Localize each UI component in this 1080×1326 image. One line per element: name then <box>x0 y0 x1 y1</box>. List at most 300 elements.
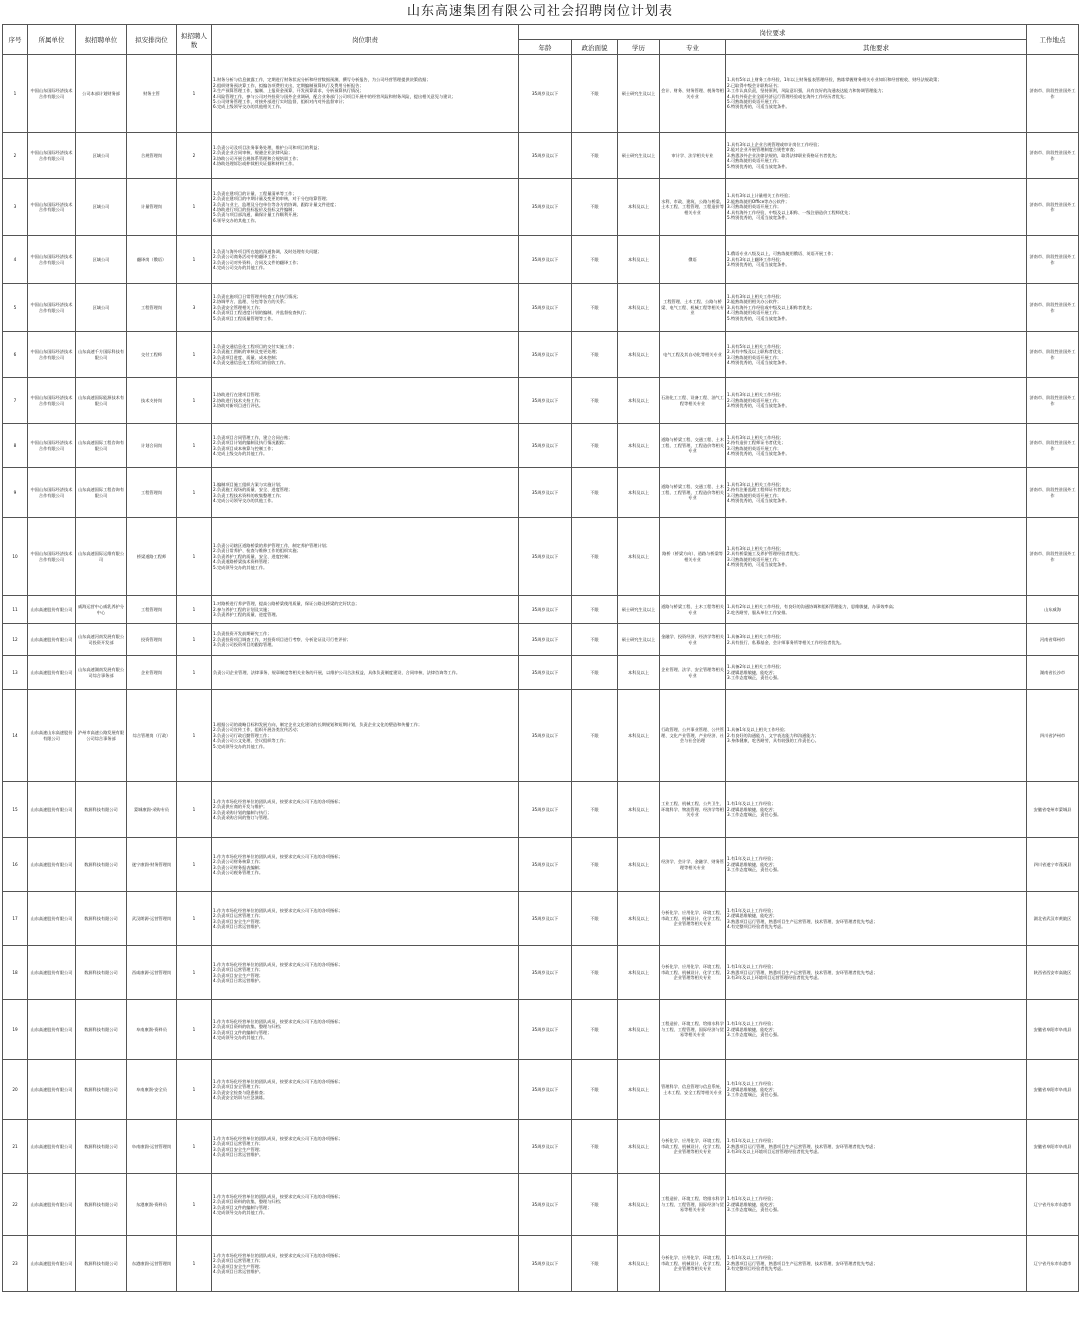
cell-position: 计量管理岗 <box>127 179 177 236</box>
header-age: 年龄 <box>519 40 572 55</box>
cell-other: 1.具备2年以上相关工作经验； 2.逻辑思维敏捷，能吃苦； 3.工作态度端正，责任心强。 <box>726 656 1027 690</box>
cell-position: 西咸康源-运营管理岗 <box>127 946 177 1000</box>
table-row <box>3 838 1079 892</box>
cell-position: 工程管理岗 <box>127 596 177 624</box>
cell-location: 湖北省武汉市黄陂区 <box>1027 892 1079 946</box>
cell-location: 安徽省阜阳市阜南县 <box>1027 1000 1079 1060</box>
cell-position: 企业管理岗 <box>127 656 177 690</box>
header-education: 学历 <box>618 40 660 55</box>
cell-hiring-unit: 公司本部计划财务部 <box>76 55 127 133</box>
table-row <box>3 236 1079 284</box>
cell-education: 硕士研究生及以上 <box>618 596 660 624</box>
cell-hiring-unit: 数源科技有限公司 <box>76 1120 127 1174</box>
cell-unit: 山东高速股份有限公司 <box>28 1000 76 1060</box>
cell-other: 1.具备3年以上相关工作经验； 2.具有投行、私募基金、会计师事务所等相关工作经验者优先。 <box>726 624 1027 656</box>
cell-location: 安徽省阜阳市阜南县 <box>1027 1120 1079 1174</box>
cell-unit: 山东高速股份有限公司 <box>28 1120 76 1174</box>
cell-age: 35周岁及以下 <box>519 1000 572 1060</box>
cell-unit: 中国山东国际经济技术合作有限公司 <box>28 236 76 284</box>
cell-count: 1 <box>177 518 212 596</box>
cell-unit: 山东高速股份有限公司 <box>28 656 76 690</box>
cell-seq: 12 <box>3 624 28 656</box>
cell-major: 管理科学、信息管理与信息系统、土木工程、安全工程等相关专业 <box>660 1060 726 1120</box>
cell-other: 1.有1年及以上工作经验； 2.熟悉项目运行管理，熟悉项目生产运营管理、技术管理、安环管理者优先考虑； 3.有完整项目经验者优先考虑。 <box>726 1236 1027 1292</box>
cell-location: 济南市、阶段性驻国外工作 <box>1027 378 1079 424</box>
cell-age: 35周岁及以下 <box>519 838 572 892</box>
cell-age: 35周岁及以下 <box>519 1060 572 1120</box>
cell-position: 武汉朗源-运营管理岗 <box>127 892 177 946</box>
cell-politics: 不限 <box>572 468 618 518</box>
cell-hiring-unit: 山东高速国际工程咨询有限公司 <box>76 468 127 518</box>
cell-hiring-unit: 泸州市高速公路发展有限公司综合事务部 <box>76 690 127 782</box>
cell-hiring-unit: 威海运营中心威乳养护分中心 <box>76 596 127 624</box>
cell-position: 桥梁道路工程师 <box>127 518 177 596</box>
cell-location: 湖南省长沙市 <box>1027 656 1079 690</box>
table-row <box>3 892 1079 946</box>
cell-location: 济南市、阶段性驻国外工作 <box>1027 179 1079 236</box>
cell-location: 山东威海 <box>1027 596 1079 624</box>
cell-education: 本科及以上 <box>618 1120 660 1174</box>
cell-education: 本科及以上 <box>618 424 660 468</box>
cell-location: 辽宁省丹东市东港市 <box>1027 1236 1079 1292</box>
page-title: 山东高速集团有限公司社会招聘岗位计划表 <box>406 4 673 19</box>
cell-location: 陕西省西安市高陵区 <box>1027 946 1079 1000</box>
cell-location: 四川省泸州市 <box>1027 690 1079 782</box>
cell-unit: 中国山东国际经济技术合作有限公司 <box>28 424 76 468</box>
table-row <box>3 284 1079 332</box>
cell-major: 分析化学、应用化学、环境工程、市政工程、机械设计、化学工程、企业管理等相关专业 <box>660 1120 726 1174</box>
cell-position: 投资管理岗 <box>127 624 177 656</box>
table-row <box>3 518 1079 596</box>
cell-other: 1.具有2年以上相关工作经验，有良好的沟通协调和组织管理能力，思维敏捷，办事效率高； 2.吃苦耐劳，服从单位工作安排。 <box>726 596 1027 624</box>
cell-duties: 1.作为市场化经营单位的团队成员，按要求完成公司下达的各项指标； 2.负责项目运营管理工作； 3.负责项目安全生产管理； 4.负责项目日常运营维护。 <box>212 892 519 946</box>
cell-unit: 中国山东国际经济技术合作有限公司 <box>28 468 76 518</box>
cell-position: 蒙城康润-采购专员 <box>127 782 177 838</box>
cell-unit: 中国山东国际经济技术合作有限公司 <box>28 284 76 332</box>
cell-duties: 1.负责公司辖区道路桥梁的养护管理工作，制定养护管理计划； 2.负责日常养护、检查与维修工作的组织实施； 3.负责养护工程的质量、安全、进度控制； 4.负责道路桥梁技术资料管理； 5.完成领导交办的其他工作。 <box>212 518 519 596</box>
cell-duties: 1.负责交通信息化工程项目的交付实施工作； 2.负责施工图纸的审核及变更处理； 3.负责项目进度、质量、成本控制； 4.负责交通信息化工程项目的验收工作。 <box>212 332 519 378</box>
cell-seq: 8 <box>3 424 28 468</box>
cell-duties: 1.财务分析与信息披露工作，定期进行财务状况分析和经营数据预测，撰写分析报告，为公司经营管理提供决策依据； 2.组织财务预决算工作，拟编各项费用支出，定期编制预算执行及费用分析报告； 3.生产预算管理工作，编制、上报资金预算，开发预算需求，分析预算执行情况； 4.风险管理工作，参与公司对外投资与国外企业调研，配合业务部门公司项目开展中的经营风险和财务风险，提出相关意见与建议； 5.公司财务管理工作，对接外部进行实时监督，组织对内对外监督审计； 6.完成上级领导交办的其他相关工作。 <box>212 55 519 133</box>
header-other: 其他要求 <box>726 40 1027 55</box>
cell-count: 1 <box>177 55 212 133</box>
cell-hiring-unit: 区域公司 <box>76 236 127 284</box>
cell-other: 1.有1年及以上工作经验； 2.逻辑思维敏捷，能吃苦； 3.熟悉项目运行管理，熟悉项目生产运营管理、技术管理、安环管理者优先考虑； 4.有完整项目经验者优先考虑。 <box>726 892 1027 946</box>
cell-location: 济南市、阶段性驻国外工作 <box>1027 424 1079 468</box>
cell-age: 35周岁及以下 <box>519 596 572 624</box>
cell-education: 本科及以上 <box>618 378 660 424</box>
cell-major: 行政管理、公共事业管理、公共管理、文化产业管理、产业经济、社会与社会治理 <box>660 690 726 782</box>
cell-major: 道路与桥梁工程、交通工程、土木工程、工程管理、工程造价等相关专业 <box>660 468 726 518</box>
cell-major: 道路与桥梁工程、土木工程等相关专业 <box>660 596 726 624</box>
cell-hiring-unit: 山东高速国际运维有限公司 <box>76 518 127 596</box>
cell-position: 遂宁康润-财务管理岗 <box>127 838 177 892</box>
cell-major: 会计、财务、财务管理、税务等相关专业 <box>660 55 726 133</box>
cell-duties: 1.根据公司的战略目标和发展方向，制定企业文化建设的长期规划和短期计划，负责企业文化的塑造和传播工作； 2.负责公司宣传工作，组织开展各类宣传活动； 3.负责公司行政后勤管理工作； 4.负责公司公文处理、会议组织等工作； 5.完成领导交办的其他工作。 <box>212 690 519 782</box>
cell-hiring-unit: 山东高速湖南发展有限公司综合事务部 <box>76 656 127 690</box>
table-row <box>3 55 1079 133</box>
cell-unit: 山东高速山东高速股份有限公司 <box>28 690 76 782</box>
cell-major: 分析化学、应用化学、环境工程、市政工程、机械设计、化学工程、企业管理等相关专业 <box>660 1236 726 1292</box>
cell-unit: 山东高速股份有限公司 <box>28 624 76 656</box>
table-row <box>3 424 1079 468</box>
cell-politics: 不限 <box>572 946 618 1000</box>
cell-hiring-unit: 数源科技有限公司 <box>76 946 127 1000</box>
cell-seq: 23 <box>3 1236 28 1292</box>
header-count: 拟招聘人数 <box>177 25 212 55</box>
cell-education: 本科及以上 <box>618 782 660 838</box>
cell-age: 35周岁及以下 <box>519 332 572 378</box>
cell-major: 电气工程及其自动化等相关专业 <box>660 332 726 378</box>
cell-politics: 不限 <box>572 378 618 424</box>
table-row <box>3 1000 1079 1060</box>
cell-duties: 1.负责与海外项目所在地的沟通协调，及时处理有关问题； 2.负责公司商务活动中的翻译工作； 3.负责公司对外资料、合同及文件的翻译工作； 4.完成公司交办的其他工作。 <box>212 236 519 284</box>
cell-seq: 7 <box>3 378 28 424</box>
cell-count: 1 <box>177 838 212 892</box>
cell-major: 水利、市政、建筑、公路与桥梁、土木工程、工程管理、工程造价等相关专业 <box>660 179 726 236</box>
cell-politics: 不限 <box>572 236 618 284</box>
cell-duties: 1.负责项目合同管理工作，建立合同台账； 2.负责项目计划的编制及执行情况跟踪； 3.负责项目成本核算与控制工作； 4.完成上级交办的其他工作。 <box>212 424 519 468</box>
cell-other: 1.具有5年以上财务工作经验，1年以上财务报表管理经验，熟练掌握财务相关专业知识和经营税收、财经法规政策； 2.已取得中级会计职称证书； 3.工作认真负责，坚持原则，风险意识强，具有良好的沟通表达能力和协调管理能力； 4.具有外资企业全面经济运行管理经验或在海外工作经历者优先； 5.可熟练使用英语开展工作； 6.特别优秀的，可适当放宽条件。 <box>726 55 1027 133</box>
cell-seq: 9 <box>3 468 28 518</box>
cell-count: 1 <box>177 332 212 378</box>
cell-count: 1 <box>177 596 212 624</box>
cell-location: 济南市、阶段性驻国外工作 <box>1027 284 1079 332</box>
cell-major: 石油化工工程、设备工程、油气工程等相关专业 <box>660 378 726 424</box>
cell-politics: 不限 <box>572 656 618 690</box>
cell-duties: 1.负责在建项目的计量、工程量清单等工作； 2.负责在建项目的中期计量及变更的审核，对于分包结算管理； 3.负责与业主、监理及分包单位等各方的协调，跟踪计量文件进度； 4.协助进行项目的投标报价及投标文件编制； 5.负责与项目部沟通，确保计量工作顺利开展； 6.领导交办的其他工作。 <box>212 179 519 236</box>
cell-other: 1.有1年及以上工作经验； 2.逻辑思维敏捷，能吃苦； 3.工作态度端正，责任心强。 <box>726 1060 1027 1120</box>
cell-duties: 1.作为市场化经营单位的团队成员，按要求完成公司下达的各项指标； 2.负责项目运营管理工作； 3.负责项目安全生产管理； 4.负责项目日常运营维护。 <box>212 946 519 1000</box>
cell-other: 1.具有3年以上相关工作经验； 2.持有造价工程师证书者优先； 3.可熟练使用英语开展工作； 4.特别优秀的，可适当放宽条件。 <box>726 424 1027 468</box>
cell-count: 1 <box>177 656 212 690</box>
cell-hiring-unit: 数源科技有限公司 <box>76 1000 127 1060</box>
cell-position: 综合管理岗（行政） <box>127 690 177 782</box>
cell-seq: 13 <box>3 656 28 690</box>
cell-other: 1.有1年及以上工作经验； 2.熟悉项目运行管理，熟悉项目生产运营管理、技术管理、安环管理者优先考虑； 3.有3年及以上环境项目运营管理经验者优先考虑。 <box>726 1120 1027 1174</box>
cell-duties: 1.对路桥进行养护管理，提高公路桥梁使用质量，保证公路及桥梁的完好状态； 2.参与养护工程的计划及实施； 3.负责养护工程的质量、进度管理。 <box>212 596 519 624</box>
cell-seq: 2 <box>3 133 28 179</box>
cell-position: 工程管理岗 <box>127 468 177 518</box>
cell-seq: 16 <box>3 838 28 892</box>
cell-count: 1 <box>177 1120 212 1174</box>
table-row <box>3 946 1079 1000</box>
table-row <box>3 1060 1079 1120</box>
cell-education: 本科及以上 <box>618 468 660 518</box>
cell-location: 辽宁省丹东市东港市 <box>1027 1174 1079 1236</box>
cell-age: 35周岁及以下 <box>519 624 572 656</box>
cell-other: 1.有1年及以上工作经验； 2.逻辑思维敏捷，能吃苦； 3.工作态度端正，责任心强。 <box>726 1000 1027 1060</box>
cell-count: 3 <box>177 284 212 332</box>
cell-major: 工程造价、环境工程、给排水科学与工程、工程管理、国际经济与贸易等相关专业 <box>660 1000 726 1060</box>
cell-location: 济南市、阶段性驻国外工作 <box>1027 518 1079 596</box>
cell-age: 35周岁及以下 <box>519 1174 572 1236</box>
header-location: 工作地点 <box>1027 25 1079 55</box>
recruitment-table <box>2 24 1079 1292</box>
cell-location: 济南市、阶段性驻国外工作 <box>1027 133 1079 179</box>
cell-hiring-unit: 山东高速河南发展有限公司投资开发部 <box>76 624 127 656</box>
cell-age: 35周岁及以下 <box>519 1236 572 1292</box>
cell-location: 济南市、阶段性驻国外工作 <box>1027 468 1079 518</box>
cell-politics: 不限 <box>572 1120 618 1174</box>
cell-politics: 不限 <box>572 690 618 782</box>
header-hiring-unit: 拟招聘单位 <box>76 25 127 55</box>
cell-major: 工业工程、机械工程、公共卫生、环境科学、物流管理、经济学等相关专业 <box>660 782 726 838</box>
cell-seq: 3 <box>3 179 28 236</box>
cell-duties: 1.负责公司及项目法务事务处理，维护公司和项目的利益； 2.负责企业合同审核、规避企业法律风险； 3.协助公司开展合规体系管理和合规培训工作； 4.协助处理诉讼或仲裁相关证据和材料工作。 <box>212 133 519 179</box>
cell-location: 济南市、阶段性驻国外工作 <box>1027 236 1079 284</box>
cell-age: 35周岁及以下 <box>519 1120 572 1174</box>
cell-other: 1.有1年及以上工作经验； 2.逻辑思维敏捷，能吃苦； 3.工作态度端正，责任心强。 <box>726 838 1027 892</box>
header-major: 专业 <box>660 40 726 55</box>
cell-education: 本科及以上 <box>618 838 660 892</box>
cell-age: 35周岁及以下 <box>519 946 572 1000</box>
header-unit: 所属单位 <box>28 25 76 55</box>
cell-hiring-unit: 区域公司 <box>76 284 127 332</box>
cell-count: 1 <box>177 424 212 468</box>
cell-count: 1 <box>177 378 212 424</box>
cell-education: 本科及以上 <box>618 892 660 946</box>
cell-hiring-unit: 区域公司 <box>76 179 127 236</box>
cell-unit: 中国山东国际经济技术合作有限公司 <box>28 332 76 378</box>
cell-age: 35周岁及以下 <box>519 284 572 332</box>
cell-hiring-unit: 山东高速国际工程咨询有限公司 <box>76 424 127 468</box>
table-row <box>3 1236 1079 1292</box>
cell-duties: 1.作为市场化经营单位的团队成员，按要求完成公司下达的各项指标； 2.负责公司财务核算工作； 3.负责公司财务报表编制； 4.负责公司税务管理工作。 <box>212 838 519 892</box>
cell-unit: 中国山东国际经济技术合作有限公司 <box>28 55 76 133</box>
table-row <box>3 133 1079 179</box>
cell-unit: 中国山东国际经济技术合作有限公司 <box>28 179 76 236</box>
cell-other: 1.具有3年以上相关工作经验； 2.具有桥梁施工及养护管理经验者优先； 3.可熟练使用英语开展工作； 4.特别优秀的，可适当放宽条件。 <box>726 518 1027 596</box>
cell-count: 1 <box>177 1060 212 1120</box>
cell-unit: 中国山东国际经济技术合作有限公司 <box>28 378 76 424</box>
cell-education: 本科及以上 <box>618 1174 660 1236</box>
cell-duties: 1.编制项目施工组织方案与实施计划； 2.负责施工现场的质量、安全、进度管理； 3.负责工程技术资料的收集整理工作； 4.完成公司领导交办的其他工作。 <box>212 468 519 518</box>
cell-duties: 1.作为市场化经营单位的团队成员，按要求完成公司下达的各项指标； 2.负责项目安全管理工作； 3.负责安全检查与隐患排查； 4.负责安全培训与应急演练。 <box>212 1060 519 1120</box>
cell-seq: 5 <box>3 284 28 332</box>
cell-hiring-unit: 数源科技有限公司 <box>76 782 127 838</box>
cell-unit: 山东高速股份有限公司 <box>28 892 76 946</box>
cell-politics: 不限 <box>572 892 618 946</box>
cell-other: 1.具有3年以上相关工作经验； 2.可熟练使用英语开展工作； 3.特别优秀的，可适当放宽条件。 <box>726 378 1027 424</box>
cell-education: 本科及以上 <box>618 236 660 284</box>
cell-age: 35周岁及以下 <box>519 378 572 424</box>
cell-position: 计划合同岗 <box>127 424 177 468</box>
cell-unit: 山东高速股份有限公司 <box>28 596 76 624</box>
header-duties: 岗位职责 <box>212 25 519 55</box>
cell-major: 路桥（桥梁方向）、道路与桥梁等相关专业 <box>660 518 726 596</box>
cell-age: 35周岁及以下 <box>519 179 572 236</box>
cell-position: 阜南康润-运营管理岗 <box>127 1120 177 1174</box>
cell-politics: 不限 <box>572 284 618 332</box>
cell-position: 阜南康润-安全员 <box>127 1060 177 1120</box>
cell-seq: 1 <box>3 55 28 133</box>
cell-count: 1 <box>177 1000 212 1060</box>
table-row <box>3 1120 1079 1174</box>
cell-major: 道路与桥梁工程、交通工程、土木工程、工程管理、工程造价等相关专业 <box>660 424 726 468</box>
cell-position: 翻译岗（俄语） <box>127 236 177 284</box>
cell-other: 1.俄语专业八级及以上，可熟练使用俄语、英语开展工作； 2.具有3年以上翻译工作经验； 3.特别优秀的，可适当放宽条件。 <box>726 236 1027 284</box>
cell-count: 1 <box>177 624 212 656</box>
cell-education: 本科及以上 <box>618 946 660 1000</box>
cell-duties: 1.负责投资开发前期研究工作； 2.负责投资项目调查工作，对投资项目进行考察、分析论证及可行性评价； 3.负责公司投资项目的跟踪管理。 <box>212 624 519 656</box>
cell-seq: 22 <box>3 1174 28 1236</box>
cell-count: 1 <box>177 1174 212 1236</box>
cell-education: 硕士研究生及以上 <box>618 55 660 133</box>
cell-politics: 不限 <box>572 624 618 656</box>
cell-position: 东港康润-运营管理岗 <box>127 1236 177 1292</box>
cell-hiring-unit: 数源科技有限公司 <box>76 1060 127 1120</box>
cell-major: 审计学、法学相关专业 <box>660 133 726 179</box>
cell-location: 河南省郑州市 <box>1027 624 1079 656</box>
cell-education: 本科及以上 <box>618 1060 660 1120</box>
cell-major: 企业管理、法学、安全管理等相关专业 <box>660 656 726 690</box>
cell-duties: 负责公司企业管理、法律事务、规章制度等相关业务的开展，以维护公司合法权益，具体负责制度建设、合同审核、法律咨询等工作。 <box>212 656 519 690</box>
cell-count: 1 <box>177 782 212 838</box>
cell-major: 经济学、会计学、金融学、财务管理等相关专业 <box>660 838 726 892</box>
cell-age: 35周岁及以下 <box>519 133 572 179</box>
cell-education: 本科及以上 <box>618 690 660 782</box>
cell-education: 本科及以上 <box>618 284 660 332</box>
cell-major: 分析化学、应用化学、环境工程、市政工程、机械设计、化学工程、企业管理等相关专业 <box>660 946 726 1000</box>
cell-location: 四川省遂宁市蓬溪县 <box>1027 838 1079 892</box>
cell-other: 1.具有3年以上相关工作经验； 2.持有注册监理工程师证书者优先； 3.可熟练使用英语开展工作； 4.特别优秀的，可适当放宽条件。 <box>726 468 1027 518</box>
cell-politics: 不限 <box>572 596 618 624</box>
header-requirements: 岗位要求 <box>519 25 1027 40</box>
cell-other: 1.具有3年以上计量相关工作经验； 2.能熟练使用Office等办公软件； 3.可熟练使用英语开展工作； 4.具有海外工作经验，中级及以上职称、一级注册造价工程师优先； 5.特别优秀的，可适当放宽条件。 <box>726 179 1027 236</box>
cell-politics: 不限 <box>572 1174 618 1236</box>
cell-location: 安徽省亳州市蒙城县 <box>1027 782 1079 838</box>
cell-politics: 不限 <box>572 1236 618 1292</box>
cell-count: 1 <box>177 1236 212 1292</box>
cell-education: 本科及以上 <box>618 332 660 378</box>
cell-other: 1.有1年及以上工作经验； 2.逻辑思维敏捷，能吃苦； 3.工作态度端正，责任心强。 <box>726 782 1027 838</box>
cell-unit: 中国山东国际经济技术合作有限公司 <box>28 133 76 179</box>
cell-education: 硕士研究生及以上 <box>618 624 660 656</box>
cell-politics: 不限 <box>572 133 618 179</box>
cell-education: 本科及以上 <box>618 1000 660 1060</box>
cell-politics: 不限 <box>572 838 618 892</box>
cell-age: 35周岁及以下 <box>519 55 572 133</box>
cell-major: 金融学、投资经济、经济学等相关专业 <box>660 624 726 656</box>
cell-duties: 1.作为市场化经营单位的团队成员，按要求完成公司下达的各项指标； 2.负责项目资料的收集、整理与归档； 3.负责项目文件的编制与管理； 4.完成领导交办的其他工作。 <box>212 1000 519 1060</box>
cell-politics: 不限 <box>572 179 618 236</box>
cell-position: 工程管理岗 <box>127 284 177 332</box>
table-row <box>3 179 1079 236</box>
cell-age: 35周岁及以下 <box>519 892 572 946</box>
cell-politics: 不限 <box>572 424 618 468</box>
table-row <box>3 468 1079 518</box>
cell-seq: 17 <box>3 892 28 946</box>
cell-age: 35周岁及以下 <box>519 690 572 782</box>
cell-education: 本科及以上 <box>618 518 660 596</box>
cell-politics: 不限 <box>572 1060 618 1120</box>
header-seq: 序号 <box>3 25 28 55</box>
cell-politics: 不限 <box>572 55 618 133</box>
cell-age: 35周岁及以下 <box>519 782 572 838</box>
cell-unit: 山东高速股份有限公司 <box>28 946 76 1000</box>
cell-position: 合规管理岗 <box>127 133 177 179</box>
cell-hiring-unit: 数源科技有限公司 <box>76 892 127 946</box>
cell-position: 阜南康润-资料员 <box>127 1000 177 1060</box>
cell-seq: 21 <box>3 1120 28 1174</box>
table-row <box>3 596 1079 624</box>
cell-hiring-unit: 数源科技有限公司 <box>76 1236 127 1292</box>
cell-duties: 1.作为市场化经营单位的团队成员，按要求完成公司下达的各项指标； 2.负责项目资料的收集、整理与归档； 3.负责项目文件的编制与管理； 4.完成领导交办的其他工作。 <box>212 1174 519 1236</box>
cell-unit: 山东高速股份有限公司 <box>28 838 76 892</box>
cell-duties: 1.作为市场化经营单位的团队成员，按要求完成公司下达的各项指标； 2.负责供应商的开发与维护； 3.负责采购计划的编制与执行； 4.负责采购合同的签订与管理。 <box>212 782 519 838</box>
cell-unit: 山东高速股份有限公司 <box>28 1174 76 1236</box>
cell-hiring-unit: 山东高速千方国际科技有限公司 <box>76 332 127 378</box>
table-row <box>3 782 1079 838</box>
cell-seq: 18 <box>3 946 28 1000</box>
table-row <box>3 378 1079 424</box>
table-row <box>3 332 1079 378</box>
cell-politics: 不限 <box>572 782 618 838</box>
cell-education: 本科及以上 <box>618 1236 660 1292</box>
table-row <box>3 1174 1079 1236</box>
cell-count: 1 <box>177 236 212 284</box>
cell-age: 35周岁及以下 <box>519 236 572 284</box>
cell-other: 1.有1年及以上工作经验； 2.熟悉项目运行管理，熟悉项目生产运营管理、技术管理、安环管理者优先考虑； 3.有3年及以上环境项目运营管理经验者优先考虑。 <box>726 946 1027 1000</box>
cell-major: 分析化学、应用化学、环境工程、市政工程、机械设计、化学工程、企业管理等相关专业 <box>660 892 726 946</box>
cell-unit: 中国山东国际经济技术合作有限公司 <box>28 518 76 596</box>
cell-other: 1.具有5年以上相关工作经验； 2.具有中级及以上职称者优先； 3.可熟练使用英语开展工作； 4.特别优秀的，可适当放宽条件。 <box>726 332 1027 378</box>
table-row <box>3 690 1079 782</box>
cell-education: 硕士研究生及以上 <box>618 133 660 179</box>
table-body <box>3 55 1079 1292</box>
header-politics: 政治面貌 <box>572 40 618 55</box>
cell-major: 工程管理、土木工程、公路与桥梁、电气工程、机械工程等相关专业 <box>660 284 726 332</box>
cell-other: 1.有1年及以上工作经验； 2.逻辑思维敏捷，能吃苦； 3.工作态度端正，责任心强。 <box>726 1174 1027 1236</box>
cell-other: 1.具有3年以上企业合规管理或审计岗位工作经验； 2.能对企业开展管理制度合规性审查； 3.熟悉涉外企业法律法规的，取得法律职业资格证书者优先； 4.可熟练使用英语开展工作； 5.特别优秀的，可适当放宽条件。 <box>726 133 1027 179</box>
cell-age: 35周岁及以下 <box>519 518 572 596</box>
cell-hiring-unit: 数源科技有限公司 <box>76 838 127 892</box>
cell-other: 1.具备1年及以上相关工作经验； 2.有良好的沟通能力、文字表达能力和沟通能力； 3.身体健康，吃苦耐劳，具有较强的工作责任心。 <box>726 690 1027 782</box>
cell-age: 35周岁及以下 <box>519 656 572 690</box>
cell-seq: 19 <box>3 1000 28 1060</box>
cell-count: 2 <box>177 133 212 179</box>
cell-location: 济南市、阶段性驻国外工作 <box>1027 55 1079 133</box>
cell-duties: 1.作为市场化经营单位的团队成员，按要求完成公司下达的各项指标； 2.负责项目运营管理工作； 3.负责项目安全生产管理； 4.负责项目日常运营维护。 <box>212 1236 519 1292</box>
cell-unit: 山东高速股份有限公司 <box>28 1060 76 1120</box>
cell-unit: 山东高速股份有限公司 <box>28 782 76 838</box>
cell-seq: 14 <box>3 690 28 782</box>
cell-other: 1.具有3年以上相关工作经验； 2.能熟练使用相关办公软件； 3.具有海外工作经验或中级及以上职称者优先； 4.可熟练使用英语开展工作； 5.特别优秀的，可适当放宽条件。 <box>726 284 1027 332</box>
cell-age: 35周岁及以下 <box>519 468 572 518</box>
cell-duties: 1.作为市场化经营单位的团队成员，按要求完成公司下达的各项指标； 2.负责项目运营管理工作； 3.负责项目安全生产管理； 4.负责项目日常运营维护。 <box>212 1120 519 1174</box>
cell-duties: 1.负责在施项目日常管理并检查工作执行情况； 2.协调甲方、监理、分包等各方的关系； 3.负责安全管理相关工作； 4.负责项目工程进度计划的编制，并监督检查执行； 5.负责项目工程质量管理等工作。 <box>212 284 519 332</box>
cell-seq: 4 <box>3 236 28 284</box>
cell-politics: 不限 <box>572 518 618 596</box>
cell-hiring-unit: 数源科技有限公司 <box>76 1174 127 1236</box>
cell-age: 35周岁及以下 <box>519 424 572 468</box>
cell-politics: 不限 <box>572 332 618 378</box>
cell-count: 1 <box>177 179 212 236</box>
cell-count: 1 <box>177 690 212 782</box>
cell-seq: 15 <box>3 782 28 838</box>
cell-major: 俄语 <box>660 236 726 284</box>
cell-count: 1 <box>177 468 212 518</box>
cell-unit: 山东高速股份有限公司 <box>28 1236 76 1292</box>
cell-education: 本科及以上 <box>618 656 660 690</box>
cell-hiring-unit: 山东高速国际能源技术有限公司 <box>76 378 127 424</box>
cell-count: 1 <box>177 892 212 946</box>
cell-position: 财务主管 <box>127 55 177 133</box>
cell-seq: 20 <box>3 1060 28 1120</box>
cell-count: 1 <box>177 946 212 1000</box>
table-row <box>3 656 1079 690</box>
